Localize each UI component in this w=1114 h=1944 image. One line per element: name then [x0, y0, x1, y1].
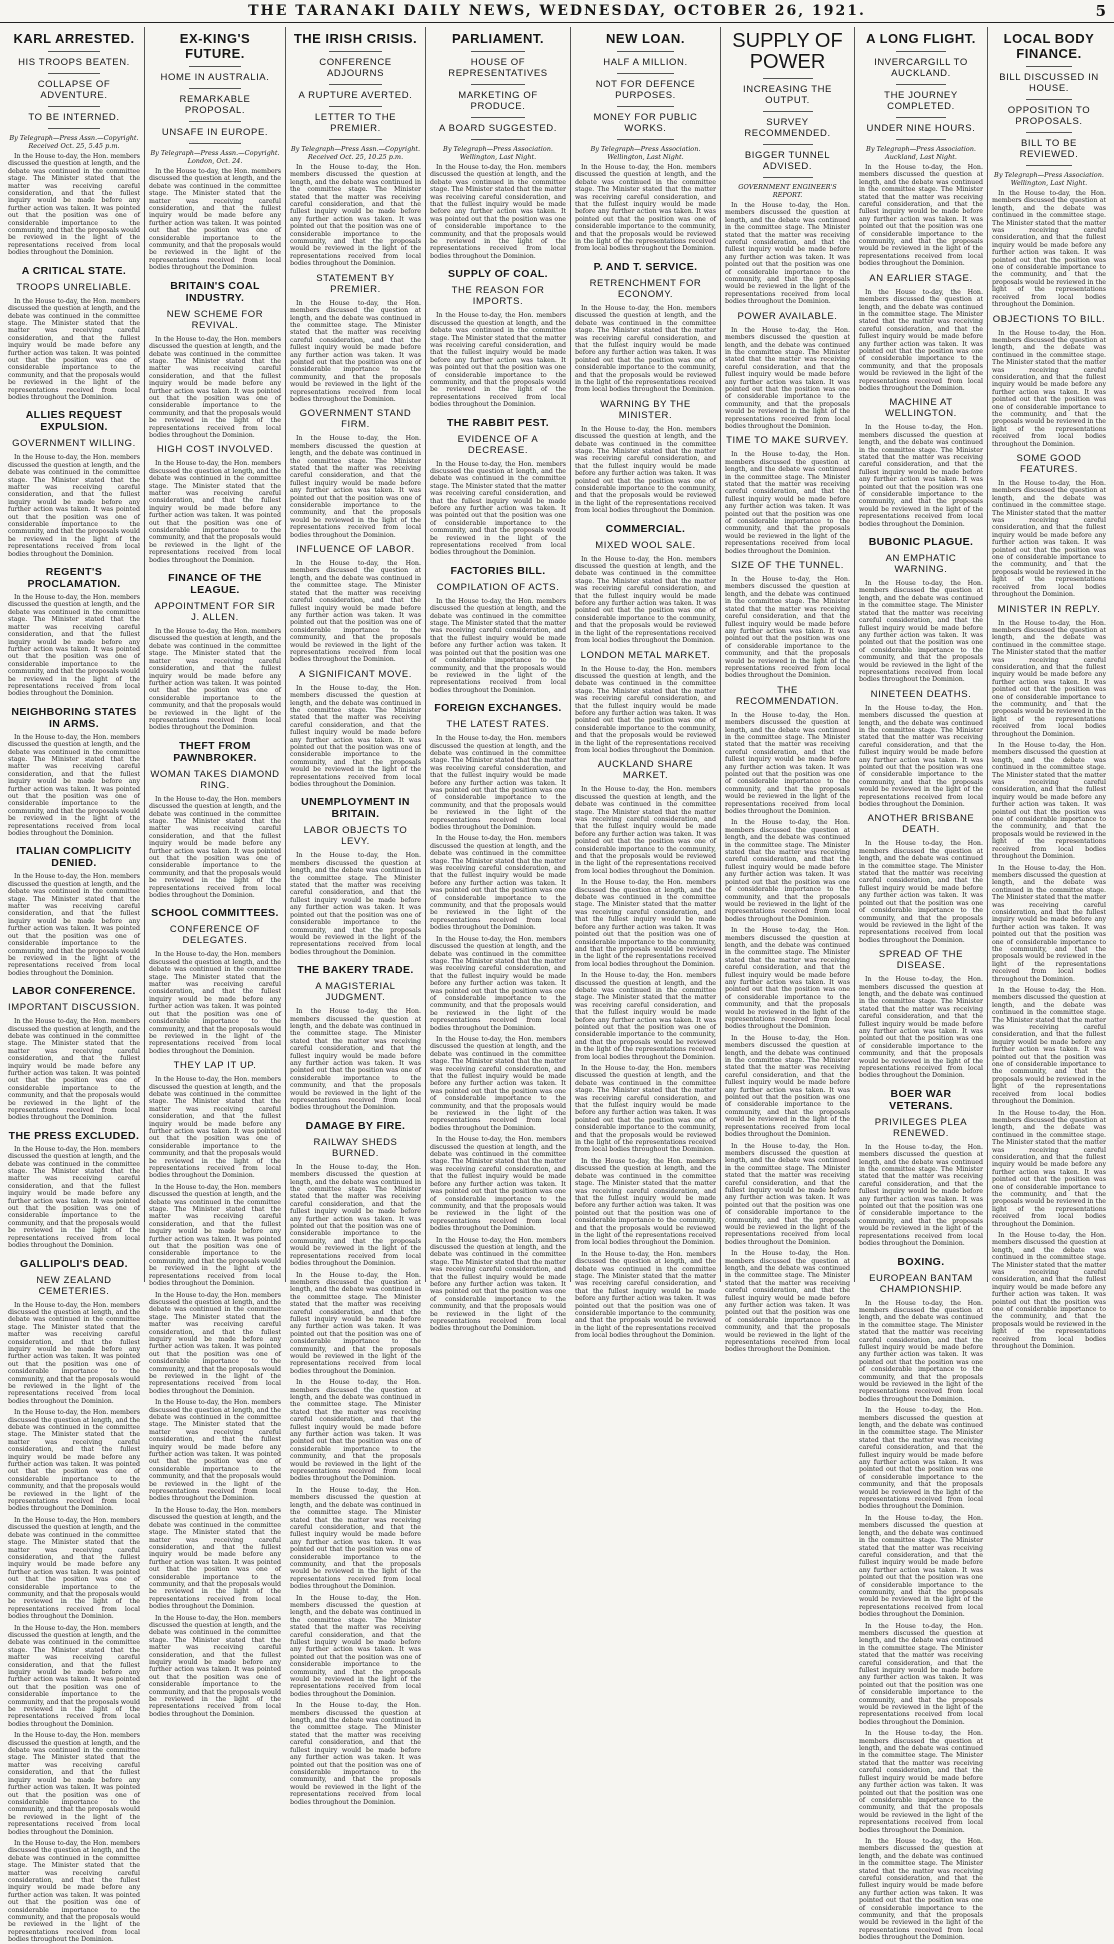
byline: By Telegraph—Press Association. Wellington, Last Night. — [590, 145, 701, 161]
article-body: In the House to-day, the Hon. members discussed the question at length, and the debate was continued in the committee stage. The Minister stated that the matter was receiving careful consideration, and that the fullest inquiry would be made before any further action was taken. It was pointed out that the position was one of considerable importance to the community, and that the proposals would be reviewed in the light of the representations received from local bodies throughout the Dominion. — [859, 580, 983, 684]
section-heading: BRITAIN'S COAL INDUSTRY. — [170, 279, 260, 304]
article-body: In the House to-day, the Hon. members discussed the question at length, and the debate was continued in the committee stage. The Minister stated that the matter was receiving careful consideration, and that the fullest inquiry would be made before any further action was taken. It was pointed out that the position was one of considerable importance to the community, and that the proposals would be reviewed in the light of the representations received from local bodies throughout the Dominion. — [430, 935, 566, 1032]
article-body: In the House to-day, the Hon. members discussed the question at length, and the debate was continued in the committee stage. The Minister stated that the matter was receiving careful consideration, and that the fullest inquiry would be made before any further action was taken. It was pointed out that the position was one of considerable importance to the community, and that the proposals would be reviewed in the light of the representations received from local bodies throughout the Dominion. — [725, 1034, 850, 1139]
article-body: In the House to-day, the Hon. members discussed the question at length, and the debate was continued in the committee stage. The Minister stated that the matter was receiving careful consideration, and that the fullest inquiry would be made before any further action was taken. It was pointed out that the position was one of considerable importance to the community, and that the proposals would be reviewed in the light of the representations received from local bodies throughout the Dominion. — [290, 164, 421, 268]
article-body: In the House to-day, the Hon. members discussed the question at length, and the debate was continued in the committee stage. The Minister stated that the matter was receiving careful consideration, and that the fullest inquiry would be made before any further action was taken. It was pointed out that the position was one of considerable importance to the community, and that the proposals would be reviewed in the light of the representations received from local bodies throughout the Dominion. — [575, 555, 716, 645]
deck-rule — [617, 106, 673, 107]
article-body: In the House to-day, the Hon. members discussed the question at length, and the debate was continued in the committee stage. The Minister stated that the matter was receiving careful consideration, and that the fullest inquiry would be made before any further action was taken. It was pointed out that the position was one of considerable importance to the community, and that the proposals would be reviewed in the light of the representations received from local bodies throughout the Dominion. — [992, 329, 1106, 448]
article-body: In the House to-day, the Hon. members discussed the question at length, and the debate was continued in the committee stage. The Minister stated that the matter was receiving careful consideration, and that the fullest inquiry would be made before any further action was taken. It was pointed out that the position was one of considerable importance to the community, and that the proposals would be reviewed in the light of the representations received from local bodies throughout the Dominion. — [290, 1163, 421, 1268]
article-body: In the House to-day, the Hon. members discussed the question at length, and the debate was continued in the committee stage. The Minister stated that the matter was receiving careful consideration, and that the fullest inquiry would be made before any further action was taken. It was pointed out that the position was one of considerable importance to the community, and that the proposals would be reviewed in the light of the representations received from local bodies throughout the Dominion. — [859, 1514, 983, 1619]
article-body: In the House to-day, the Hon. members discussed the question at length, and the debate was continued in the committee stage. The Minister stated that the matter was receiving careful consideration, and that the fullest inquiry would be made before any further action was taken. It was pointed out that the position was one of considerable importance to the community, and that the proposals would be reviewed in the light of the representations received from local bodies throughout the Dominion. — [8, 153, 140, 257]
article-body: In the House to-day, the Hon. members discussed the question at length, and the debate was continued in the committee stage. The Minister stated that the matter was receiving careful consideration, and that the fullest inquiry would be made before any further action was taken. It was pointed out that the position was one of considerable importance to the community, and that the proposals would be reviewed in the light of the representations received from local bodies throughout the Dominion. — [859, 976, 983, 1080]
column-headline: LOCAL BODY FINANCE. — [1003, 31, 1095, 61]
section-subhead: TIME TO MAKE SURVEY. — [726, 435, 849, 447]
article-body: In the House to-day, the Hon. members discussed the question at length, and the debate was continued in the committee stage. The Minister stated that the matter was receiving careful consideration, and that the fullest inquiry would be made before any further action was taken. It was pointed out that the position was one of considerable importance to the community, and that the proposals would be reviewed in the light of the representations received from local bodies throughout the Dominion. — [149, 460, 281, 564]
column-headline: SUPPLY OF POWER — [732, 30, 843, 73]
article-body: In the House to-day, the Hon. members discussed the question at length, and the debate was continued in the committee stage. The Minister stated that the matter was receiving careful consideration, and that the fullest inquiry would be made before any further action was taken. It was pointed out that the position was one of considerable importance to the community, and that the proposals would be reviewed in the light of the representations received from local bodies throughout the Dominion. — [859, 164, 983, 268]
byline: By Telegraph—Press Assn.—Copyright. Received Oct. 25, 5.45 p.m. — [9, 134, 139, 150]
deck-rule — [617, 139, 673, 140]
section-subhead: CONFERENCE OF DELEGATES. — [169, 924, 261, 947]
section-subhead: HIGH COST INVOLVED. — [156, 444, 274, 456]
section-heading: UNEMPLOYMENT IN BRITAIN. — [301, 796, 410, 821]
deck-subhead: UNDER NINE HOURS. — [866, 123, 976, 134]
deck-subhead: A BOARD SUGGESTED. — [439, 123, 557, 134]
column-headline: KARL ARRESTED. — [13, 31, 135, 46]
article-body: In the House to-day, the Hon. members discussed the question at length, and the debate was continued in the committee stage. The Minister stated that the matter was receiving careful consideration, and that the fullest inquiry would be made before any further action was taken. It was pointed out that the position was one of considerable importance to the community, and that the proposals would be reviewed in the light of the representations received from local bodies throughout the Dominion. — [290, 1594, 421, 1698]
article-body: In the House to-day, the Hon. members discussed the question at length, and the debate was continued in the committee stage. The Minister stated that the matter was receiving careful consideration, and that the fullest inquiry would be made before any further action was taken. It was pointed out that the position was one of considerable importance to the community, and that the proposals would be reviewed in the light of the representations received from local bodies throughout the Dominion. — [575, 304, 716, 394]
section-heading: COMMERCIAL. — [605, 522, 686, 535]
deck-subhead: TO BE INTERNED. — [28, 112, 120, 123]
deck-subhead: COLLAPSE OF ADVENTURE. — [37, 79, 111, 101]
section-heading: FOREIGN EXCHANGES. — [434, 702, 562, 715]
deck-rule — [189, 121, 242, 122]
article-body: In the House to-day, the Hon. members discussed the question at length, and the debate was continued in the committee stage. The Minister stated that the matter was receiving careful consideration, and that the fullest inquiry would be made before any further action was taken. It was pointed out that the position was one of considerable importance to the community, and that the proposals would be reviewed in the light of the representations received from local bodies throughout the Dominion. — [290, 1008, 421, 1112]
deck-rule — [763, 111, 813, 112]
column-2 — [145, 27, 286, 1718]
section-subhead: AN EMPHATIC WARNING. — [885, 553, 957, 576]
deck-rule — [329, 106, 381, 107]
article-body: In the House to-day, the Hon. members discussed the question at length, and the debate was continued in the committee stage. The Minister stated that the matter was receiving careful consideration, and that the fullest inquiry would be made before any further action was taken. It was pointed out that the position was one of considerable importance to the community, and that the proposals would be reviewed in the light of the representations received from local bodies throughout the Dominion. — [290, 684, 421, 789]
section-subhead: INFLUENCE OF LABOR. — [296, 544, 415, 556]
section-subhead: COMPILATION OF ACTS. — [436, 581, 560, 593]
article-body: In the House to-day, the Hon. members discussed the question at length, and the debate was continued in the committee stage. The Minister stated that the matter was receiving careful consideration, and that the fullest inquiry would be made before any further action was taken. It was pointed out that the position was one of considerable importance to the community, and that the proposals would be reviewed in the light of the representations received from local bodies throughout the Dominion. — [290, 1271, 421, 1375]
article-body: In the House to-day, the Hon. members discussed the question at length, and the debate was continued in the committee stage. The Minister stated that the matter was receiving careful consideration, and that the fullest inquiry would be made before any further action was taken. It was pointed out that the position was one of considerable importance to the community, and that the proposals would be reviewed in the light of the representations received from local bodies throughout the Dominion. — [859, 1730, 983, 1834]
deck-subhead: UNSAFE IN EUROPE. — [161, 127, 269, 138]
section-subhead: GOVERNMENT STAND FIRM. — [299, 408, 412, 431]
section-subhead: SPREAD OF THE DISEASE. — [878, 949, 964, 972]
section-subhead: EUROPEAN BANTAM CHAMPIONSHIP. — [869, 1272, 973, 1295]
section-subhead: EVIDENCE OF A DECREASE. — [457, 433, 539, 456]
article-body: In the House to-day, the Hon. members discussed the question at length, and the debate was continued in the committee stage. The Minister stated that the matter was receiving careful consideration, and that the fullest inquiry would be made before any further action was taken. It was pointed out that the position was one of considerable importance to the community, and that the proposals would be reviewed in the light of the representations received from local bodies throughout the Dominion. — [725, 202, 850, 306]
column-1 — [4, 27, 145, 1944]
section-subhead: NEW SCHEME FOR REVIVAL. — [166, 308, 264, 331]
article-body: In the House to-day, the Hon. members discussed the question at length, and the debate was continued in the committee stage. The Minister stated that the matter was receiving careful consideration, and that the fullest inquiry would be made before any further action was taken. It was pointed out that the position was one of considerable importance to the community, and that the proposals would be reviewed in the light of the representations received from local bodies throughout the Dominion. — [992, 864, 1106, 983]
deck-subhead: HIS TROOPS BEATEN. — [18, 57, 130, 68]
article-body: In the House to-day, the Hon. members discussed the question at length, and the debate was continued in the committee stage. The Minister stated that the matter was receiving careful consideration, and that the fullest inquiry would be made before any further action was taken. It was pointed out that the position was one of considerable importance to the community, and that the proposals would be reviewed in the light of the representations received from local bodies throughout the Dominion. — [430, 1035, 566, 1132]
article-body: In the House to-day, the Hon. members discussed the question at length, and the debate was continued in the committee stage. The Minister stated that the matter was receiving careful consideration, and that the fullest inquiry would be made before any further action was taken. It was pointed out that the position was one of considerable importance to the community, and that the proposals would be reviewed in the light of the representations received from local bodies throughout the Dominion. — [290, 1379, 421, 1483]
article-body: In the House to-day, the Hon. members discussed the question at length, and the debate was continued in the committee stage. The Minister stated that the matter was receiving careful consideration, and that the fullest inquiry would be made before any further action was taken. It was pointed out that the position was one of considerable importance to the community, and that the proposals would be reviewed in the light of the representations received from local bodies throughout the Dominion. — [149, 795, 281, 900]
article-body: In the House to-day, the Hon. members discussed the question at length, and the debate was continued in the committee stage. The Minister stated that the matter was receiving careful consideration, and that the fullest inquiry would be made before any further action was taken. It was pointed out that the position was one of considerable importance to the community, and that the proposals would be reviewed in the light of the representations received from local bodies throughout the Dominion. — [8, 733, 140, 838]
section-subhead: POWER AVAILABLE. — [737, 310, 838, 322]
deck-subhead: OPPOSITION TO PROPOSALS. — [1007, 105, 1091, 127]
article-body: In the House to-day, the Hon. members discussed the question at length, and the debate was continued in the committee stage. The Minister stated that the matter was receiving careful consideration, and that the fullest inquiry would be made before any further action was taken. It was pointed out that the position was one of considerable importance to the community, and that the proposals would be reviewed in the light of the representations received from local bodies throughout the Dominion. — [859, 1299, 983, 1403]
deck-rule — [471, 117, 525, 118]
section-heading: FINANCE OF THE LEAGUE. — [168, 572, 262, 597]
byline: By Telegraph—Press Association. Wellington, Last Night. — [443, 145, 553, 161]
article-body: In the House to-day, the Hon. members discussed the question at length, and the debate was continued in the committee stage. The Minister stated that the matter was receiving careful consideration, and that the fullest inquiry would be made before any further action was taken. It was pointed out that the position was one of considerable importance to the community, and that the proposals would be reviewed in the light of the representations received from local bodies throughout the Dominion. — [430, 1136, 566, 1233]
article-body: In the House to-day, the Hon. members discussed the question at length, and the debate was continued in the committee stage. The Minister stated that the matter was receiving careful consideration, and that the fullest inquiry would be made before any further action was taken. It was pointed out that the position was one of considerable importance to the community, and that the proposals would be reviewed in the light of the representations received from local bodies throughout the Dominion. — [290, 560, 421, 664]
section-heading: FACTORIES BILL. — [450, 564, 546, 577]
article-body: In the House to-day, the Hon. members discussed the question at length, and the debate was continued in the committee stage. The Minister stated that the matter was receiving careful consideration, and that the fullest inquiry would be made before any further action was taken. It was pointed out that the position was one of considerable importance to the community, and that the proposals would be reviewed in the light of the representations received from local bodies throughout the Dominion. — [725, 1142, 850, 1246]
section-subhead: MINISTER IN REPLY. — [997, 603, 1101, 615]
article-body: In the House to-day, the Hon. members discussed the question at length, and the debate was continued in the committee stage. The Minister stated that the matter was receiving careful consideration, and that the fullest inquiry would be made before any further action was taken. It was pointed out that the position was one of considerable importance to the community, and that the proposals would be reviewed in the light of the representations received from local bodies throughout the Dominion. — [575, 1065, 716, 1154]
deck-rule — [763, 144, 813, 145]
deck-subhead: INVERCARGILL TO AUCKLAND. — [874, 57, 968, 79]
section-heading: THEFT FROM PAWNBROKER. — [173, 739, 257, 764]
article-body: In the House to-day, the Hon. members discussed the question at length, and the debate was continued in the committee stage. The Minister stated that the matter was receiving careful consideration, and that the fullest inquiry would be made before any further action was taken. It was pointed out that the position was one of considerable importance to the community, and that the proposals would be reviewed in the light of the representations received from local bodies throughout the Dominion. — [8, 873, 140, 977]
section-heading: REGENT'S PROCLAMATION. — [27, 566, 121, 591]
article-body: In the House to-day, the Hon. members discussed the question at length, and the debate was continued in the committee stage. The Minister stated that the matter was receiving careful consideration, and that the fullest inquiry would be made before any further action was taken. It was pointed out that the position was one of considerable importance to the community, and that the proposals would be reviewed in the light of the representations received from local bodies throughout the Dominion. — [859, 1407, 983, 1511]
section-subhead: TROOPS UNRELIABLE. — [16, 281, 132, 293]
section-heading: A CRITICAL STATE. — [21, 264, 127, 277]
article-body: In the House to-day, the Hon. members discussed the question at length, and the debate was continued in the committee stage. The Minister stated that the matter was receiving careful consideration, and that the fullest inquiry would be made before any further action was taken. It was pointed out that the position was one of considerable importance to the community, and that the proposals would be reviewed in the light of the representations received from local bodies throughout the Dominion. — [8, 1732, 140, 1836]
section-heading: THE RABBIT PEST. — [446, 416, 550, 429]
section-heading: BOXING. — [897, 1255, 945, 1268]
byline: By Telegraph—Press Association. Wellington, Last Night. — [994, 171, 1104, 187]
deck-rule — [896, 51, 946, 52]
section-subhead: LONDON METAL MARKET. — [580, 649, 711, 661]
column-6 — [721, 27, 855, 1354]
column-headline: NEW LOAN. — [606, 31, 685, 46]
article-body: In the House to-day, the Hon. members discussed the question at length, and the debate was continued in the committee stage. The Minister stated that the matter was receiving careful consideration, and that the fullest inquiry would be made before any further action was taken. It was pointed out that the position was one of considerable importance to the community, and that the proposals would be reviewed in the light of the representations received from local bodies throughout the Dominion. — [575, 164, 716, 253]
column-5 — [571, 27, 721, 1340]
deck-subhead: LETTER TO THE PREMIER. — [314, 112, 397, 134]
section-subhead: STATEMENT BY PREMIER. — [316, 272, 395, 295]
article-body: In the House to-day, the Hon. members discussed the question at length, and the debate was continued in the committee stage. The Minister stated that the matter was receiving careful consideration, and that the fullest inquiry would be made before any further action was taken. It was pointed out that the position was one of considerable importance to the community, and that the proposals would be reviewed in the light of the representations received from local bodies throughout the Dominion. — [992, 480, 1106, 599]
article-body: In the House to-day, the Hon. members discussed the question at length, and the debate was continued in the committee stage. The Minister stated that the matter was receiving careful consideration, and that the fullest inquiry would be made before any further action was taken. It was pointed out that the position was one of considerable importance to the community, and that the proposals would be reviewed in the light of the representations received from local bodies throughout the Dominion. — [149, 1183, 281, 1288]
deck-rule — [1026, 165, 1072, 166]
deck-rule — [48, 73, 101, 74]
article-body: In the House to-day, the Hon. members discussed the question at length, and the debate was continued in the committee stage. The Minister stated that the matter was receiving careful consideration, and that the fullest inquiry would be made before any further action was taken. It was pointed out that the position was one of considerable importance to the community, and that the proposals would be reviewed in the light of the representations received from local bodies throughout the Dominion. — [992, 987, 1106, 1106]
section-subhead: SOME GOOD FEATURES. — [1016, 453, 1082, 475]
section-subhead: WOMAN TAKES DIAMOND RING. — [150, 768, 280, 791]
article-body: In the House to-day, the Hon. members discussed the question at length, and the debate was continued in the committee stage. The Minister stated that the matter was receiving careful consideration, and that the fullest inquiry would be made before any further action was taken. It was pointed out that the position was one of considerable importance to the community, and that the proposals would be reviewed in the light of the representations received from local bodies throughout the Dominion. — [8, 454, 140, 558]
byline: By Telegraph—Press Association. Auckland, Last Night. — [866, 145, 976, 161]
section-heading: THE BAKERY TRADE. — [297, 964, 414, 977]
section-subhead: ANOTHER BRISBANE DEATH. — [867, 813, 975, 836]
deck-subhead: BILL DISCUSSED IN HOUSE. — [999, 72, 1099, 94]
section-heading: THE PRESS EXCLUDED. — [8, 1129, 140, 1142]
article-body: In the House to-day, the Hon. members discussed the question at length, and the debate was continued in the committee stage. The Minister stated that the matter was receiving careful consideration, and that the fullest inquiry would be made before any further action was taken. It was pointed out that the position was one of considerable importance to the community, and that the proposals would be reviewed in the light of the representations received from local bodies throughout the Dominion. — [149, 1399, 281, 1503]
deck-rule — [896, 117, 946, 118]
section-heading: DAMAGE BY FIRE. — [305, 1119, 406, 1132]
deck-rule — [763, 177, 813, 178]
column-headline: PARLIAMENT. — [452, 31, 544, 46]
article-body: In the House to-day, the Hon. members discussed the question at length, and the debate was continued in the committee stage. The Minister stated that the matter was receiving careful consideration, and that the fullest inquiry would be made before any further action was taken. It was pointed out that the position was one of considerable importance to the community, and that the proposals would be reviewed in the light of the representations received from local bodies throughout the Dominion. — [430, 164, 566, 260]
section-subhead: THE RECOMMENDATION. — [735, 684, 840, 707]
article-body: In the House to-day, the Hon. members discussed the question at length, and the debate was continued in the committee stage. The Minister stated that the matter was receiving careful consideration, and that the fullest inquiry would be made before any further action was taken. It was pointed out that the position was one of considerable importance to the community, and that the proposals would be reviewed in the light of the representations received from local bodies throughout the Dominion. — [8, 1516, 140, 1621]
section-heading: SCHOOL COMMITTEES. — [151, 907, 279, 920]
column-4 — [426, 27, 571, 1333]
deck-rule — [471, 51, 525, 52]
deck-rule — [1026, 66, 1072, 67]
section-heading: LABOR CONFERENCE. — [12, 985, 136, 998]
deck-subhead: MONEY FOR PUBLIC WORKS. — [593, 112, 698, 134]
article-body: In the House to-day, the Hon. members discussed the question at length, and the debate was continued in the committee stage. The Minister stated that the matter was receiving careful consideration, and that the fullest inquiry would be made before any further action was taken. It was pointed out that the position was one of considerable importance to the community, and that the proposals would be reviewed in the light of the representations received from local bodies throughout the Dominion. — [8, 1145, 140, 1250]
article-body: In the House to-day, the Hon. members discussed the question at length, and the debate was continued in the committee stage. The Minister stated that the matter was receiving careful consideration, and that the fullest inquiry would be made before any further action was taken. It was pointed out that the position was one of considerable importance to the community, and that the proposals would be reviewed in the light of the representations received from local bodies throughout the Dominion. — [725, 576, 850, 680]
newspaper-columns — [4, 27, 1110, 1944]
deck-rule — [48, 106, 101, 107]
byline: By Telegraph—Press Assn.—Copyright. London, Oct. 24. — [150, 149, 280, 165]
column-8 — [988, 27, 1110, 1351]
section-subhead: AN EARLIER STAGE. — [869, 272, 973, 284]
article-body: In the House to-day, the Hon. members discussed the question at length, and the debate was continued in the committee stage. The Minister stated that the matter was receiving careful consideration, and that the fullest inquiry would be made before any further action was taken. It was pointed out that the position was one of considerable importance to the community, and that the proposals would be reviewed in the light of the representations received from local bodies throughout the Dominion. — [149, 168, 281, 272]
article-body: In the House to-day, the Hon. members discussed the question at length, and the debate was continued in the committee stage. The Minister stated that the matter was receiving careful consideration, and that the fullest inquiry would be made before any further action was taken. It was pointed out that the position was one of considerable importance to the community, and that the proposals would be reviewed in the light of the representations received from local bodies throughout the Dominion. — [430, 597, 566, 694]
article-body: In the House to-day, the Hon. members discussed the question at length, and the debate was continued in the committee stage. The Minister stated that the matter was receiving careful consideration, and that the fullest inquiry would be made before any further action was taken. It was pointed out that the position was one of considerable importance to the community, and that the proposals would be reviewed in the light of the representations received from local bodies throughout the Dominion. — [8, 1839, 140, 1944]
deck-rule — [189, 66, 242, 67]
article-body: In the House to-day, the Hon. members discussed the question at length, and the debate was continued in the committee stage. The Minister stated that the matter was receiving careful consideration, and that the fullest inquiry would be made before any further action was taken. It was pointed out that the position was one of considerable importance to the community, and that the proposals would be reviewed in the light of the representations received from local bodies throughout the Dominion. — [290, 435, 421, 539]
article-body: In the House to-day, the Hon. members discussed the question at length, and the debate was continued in the committee stage. The Minister stated that the matter was receiving careful consideration, and that the fullest inquiry would be made before any further action was taken. It was pointed out that the position was one of considerable importance to the community, and that the proposals would be reviewed in the light of the representations received from local bodies throughout the Dominion. — [575, 1157, 716, 1247]
column-3 — [286, 27, 426, 1806]
article-body: In the House to-day, the Hon. members discussed the question at length, and the debate was continued in the committee stage. The Minister stated that the matter was receiving careful consideration, and that the fullest inquiry would be made before any further action was taken. It was pointed out that the position was one of considerable importance to the community, and that the proposals would be reviewed in the light of the representations received from local bodies throughout the Dominion. — [290, 1486, 421, 1591]
section-subhead: RETRENCHMENT FOR ECONOMY. — [589, 277, 702, 300]
section-subhead: MACHINE AT WELLINGTON. — [885, 397, 957, 420]
section-subhead: NEW ZEALAND CEMETERIES. — [36, 1274, 112, 1297]
article-body: In the House to-day, the Hon. members discussed the question at length, and the debate was continued in the committee stage. The Minister stated that the matter was receiving careful consideration, and that the fullest inquiry would be made before any further action was taken. It was pointed out that the position was one of considerable importance to the community, and that the proposals would be reviewed in the light of the representations received from local bodies throughout the Dominion. — [8, 1301, 140, 1405]
article-body: In the House to-day, the Hon. members discussed the question at length, and the debate was continued in the committee stage. The Minister stated that the matter was receiving careful consideration, and that the fullest inquiry would be made before any further action was taken. It was pointed out that the position was one of considerable importance to the community, and that the proposals would be reviewed in the light of the representations received from local bodies throughout the Dominion. — [290, 1702, 421, 1806]
article-body: In the House to-day, the Hon. members discussed the question at length, and the debate was continued in the committee stage. The Minister stated that the matter was receiving careful consideration, and that the fullest inquiry would be made before any further action was taken. It was pointed out that the position was one of considerable importance to the community, and that the proposals would be reviewed in the light of the representations received from local bodies throughout the Dominion. — [725, 927, 850, 1031]
deck-rule — [48, 128, 101, 129]
article-body: In the House to-day, the Hon. members discussed the question at length, and the debate was continued in the committee stage. The Minister stated that the matter was receiving careful consideration, and that the fullest inquiry would be made before any further action was taken. It was pointed out that the position was one of considerable importance to the community, and that the proposals would be reviewed in the light of the representations received from local bodies throughout the Dominion. — [149, 1076, 281, 1180]
deck-rule — [763, 78, 813, 79]
article-body: In the House to-day, the Hon. members discussed the question at length, and the debate was continued in the committee stage. The Minister stated that the matter was receiving careful consideration, and that the fullest inquiry would be made before any further action was taken. It was pointed out that the position was one of considerable importance to the community, and that the proposals would be reviewed in the light of the representations received from local bodies throughout the Dominion. — [8, 1018, 140, 1122]
article-body: In the House to-day, the Hon. members discussed the question at length, and the debate was continued in the committee stage. The Minister stated that the matter was receiving careful consideration, and that the fullest inquiry would be made before any further action was taken. It was pointed out that the position was one of considerable importance to the community, and that the proposals would be reviewed in the light of the representations received from local bodies throughout the Dominion. — [149, 1614, 281, 1718]
section-subhead: MIXED WOOL SALE. — [595, 539, 696, 551]
article-body: In the House to-day, the Hon. members discussed the question at length, and the debate was continued in the committee stage. The Minister stated that the matter was receiving careful consideration, and that the fullest inquiry would be made before any further action was taken. It was pointed out that the position was one of considerable importance to the community, and that the proposals would be reviewed in the light of the representations received from local bodies throughout the Dominion. — [149, 335, 281, 439]
deck-rule — [471, 139, 525, 140]
article-body: In the House to-day, the Hon. members discussed the question at length, and the debate was continued in the committee stage. The Minister stated that the matter was receiving careful consideration, and that the fullest inquiry would be made before any further action was taken. It was pointed out that the position was one of considerable importance to the community, and that the proposals would be reviewed in the light of the representations received from local bodies throughout the Dominion. — [430, 735, 566, 831]
deck-subhead: MARKETING OF PRODUCE. — [458, 90, 538, 112]
article-body: In the House to-day, the Hon. members discussed the question at length, and the debate was continued in the committee stage. The Minister stated that the matter was receiving careful consideration, and that the fullest inquiry would be made before any further action was taken. It was pointed out that the position was one of considerable importance to the community, and that the proposals would be reviewed in the light of the representations received from local bodies throughout the Dominion. — [8, 1409, 140, 1513]
deck-subhead: BILL TO BE REVIEWED. — [1019, 138, 1079, 160]
article-body: In the House to-day, the Hon. members discussed the question at length, and the debate was continued in the committee stage. The Minister stated that the matter was receiving careful consideration, and that the fullest inquiry would be made before any further action was taken. It was pointed out that the position was one of considerable importance to the community, and that the proposals would be reviewed in the light of the representations received from local bodies throughout the Dominion. — [575, 786, 716, 875]
section-heading: SUPPLY OF COAL. — [448, 268, 548, 281]
deck-rule — [896, 139, 946, 140]
article-body: In the House to-day, the Hon. members discussed the question at length, and the debate was continued in the committee stage. The Minister stated that the matter was receiving careful consideration, and that the fullest inquiry would be made before any further action was taken. It was pointed out that the position was one of considerable importance to the community, and that the proposals would be reviewed in the light of the representations received from local bodies throughout the Dominion. — [859, 704, 983, 809]
article-body: In the House to-day, the Hon. members discussed the question at length, and the debate was continued in the committee stage. The Minister stated that the matter was receiving careful consideration, and that the fullest inquiry would be made before any further action was taken. It was pointed out that the position was one of considerable importance to the community, and that the proposals would be reviewed in the light of the representations received from local bodies throughout the Dominion. — [8, 297, 140, 401]
section-subhead: OBJECTIONS TO BILL. — [992, 313, 1106, 325]
section-subhead: THE REASON FOR IMPORTS. — [451, 285, 545, 308]
section-subhead: WARNING BY THE MINISTER. — [600, 398, 691, 421]
article-body: In the House to-day, the Hon. members discussed the question at length, and the debate was continued in the committee stage. The Minister stated that the matter was receiving careful consideration, and that the fullest inquiry would be made before any further action was taken. It was pointed out that the position was one of considerable importance to the community, and that the proposals would be reviewed in the light of the representations received from local bodies throughout the Dominion. — [575, 879, 716, 968]
deck-rule — [329, 51, 381, 52]
section-heading: ALLIES REQUEST EXPULSION. — [25, 409, 123, 434]
deck-rule — [329, 139, 381, 140]
article-body: In the House to-day, the Hon. members discussed the question at length, and the debate was continued in the committee stage. The Minister stated that the matter was receiving careful consideration, and that the fullest inquiry would be made before any further action was taken. It was pointed out that the position was one of considerable importance to the community, and that the proposals would be reviewed in the light of the representations received from local bodies throughout the Dominion. — [725, 451, 850, 555]
deck-rule — [1026, 99, 1072, 100]
section-heading: NEIGHBORING STATES IN ARMS. — [11, 705, 137, 730]
deck-rule — [48, 51, 101, 52]
deck-rule — [617, 73, 673, 74]
deck-subhead: SURVEY RECOMMENDED. — [744, 117, 831, 139]
section-subhead: AUCKLAND SHARE MARKET. — [597, 759, 694, 782]
article-body: In the House to-day, the Hon. members discussed the question at length, and the debate was continued in the committee stage. The Minister stated that the matter was receiving careful consideration, and that the fullest inquiry would be made before any further action was taken. It was pointed out that the position was one of considerable importance to the community, and that the proposals would be reviewed in the light of the representations received from local bodies throughout the Dominion. — [725, 1250, 850, 1354]
deck-subhead: CONFERENCE ADJOURNS — [319, 57, 392, 79]
column-headline: THE IRISH CRISIS. — [293, 31, 418, 46]
deck-subhead: NOT FOR DEFENCE PURPOSES. — [595, 79, 696, 101]
section-subhead: NINETEEN DEATHS. — [870, 688, 972, 700]
section-heading: BOER WAR VETERANS. — [889, 1087, 953, 1112]
article-body: In the House to-day, the Hon. members discussed the question at length, and the debate was continued in the committee stage. The Minister stated that the matter was receiving careful consideration, and that the fullest inquiry would be made before any further action was taken. It was pointed out that the position was one of considerable importance to the community, and that the proposals would be reviewed in the light of the representations received from local bodies throughout the Dominion. — [992, 742, 1106, 861]
article-body: In the House to-day, the Hon. members discussed the question at length, and the debate was continued in the committee stage. The Minister stated that the matter was receiving careful consideration, and that the fullest inquiry would be made before any further action was taken. It was pointed out that the position was one of considerable importance to the community, and that the proposals would be reviewed in the light of the representations received from local bodies throughout the Dominion. — [992, 619, 1106, 738]
article-body: In the House to-day, the Hon. members discussed the question at length, and the debate was continued in the committee stage. The Minister stated that the matter was receiving careful consideration, and that the fullest inquiry would be made before any further action was taken. It was pointed out that the position was one of considerable importance to the community, and that the proposals would be reviewed in the light of the representations received from local bodies throughout the Dominion. — [575, 1250, 716, 1340]
section-subhead: IMPORTANT DISCUSSION. — [8, 1002, 140, 1014]
article-body: In the House to-day, the Hon. members discussed the question at length, and the debate was continued in the committee stage. The Minister stated that the matter was receiving careful consideration, and that the fullest inquiry would be made before any further action was taken. It was pointed out that the position was one of considerable importance to the community, and that the proposals would be reviewed in the light of the representations received from local bodies throughout the Dominion. — [859, 1622, 983, 1726]
deck-rule — [189, 143, 242, 144]
article-body: In the House to-day, the Hon. members discussed the question at length, and the debate was continued in the committee stage. The Minister stated that the matter was receiving careful consideration, and that the fullest inquiry would be made before any further action was taken. It was pointed out that the position was one of considerable importance to the community, and that the proposals would be reviewed in the light of the representations received from local bodies throughout the Dominion. — [992, 190, 1106, 309]
deck-rule — [189, 88, 242, 89]
section-subhead: THEY LAP IT UP. — [173, 1060, 257, 1072]
deck-subhead: THE JOURNEY COMPLETED. — [884, 90, 958, 112]
section-heading: ITALIAN COMPLICITY DENIED. — [16, 845, 132, 870]
article-body: In the House to-day, the Hon. members discussed the question at length, and the debate was continued in the committee stage. The Minister stated that the matter was receiving careful consideration, and that the fullest inquiry would be made before any further action was taken. It was pointed out that the position was one of considerable importance to the community, and that the proposals would be reviewed in the light of the representations received from local bodies throughout the Dominion. — [149, 951, 281, 1055]
article-body: In the House to-day, the Hon. members discussed the question at length, and the debate was continued in the committee stage. The Minister stated that the matter was receiving careful consideration, and that the fullest inquiry would be made before any further action was taken. It was pointed out that the position was one of considerable importance to the community, and that the proposals would be reviewed in the light of the representations received from local bodies throughout the Dominion. — [992, 1109, 1106, 1228]
page-number: 5 — [1095, 2, 1106, 20]
section-heading: GALLIPOLI'S DEAD. — [20, 1257, 128, 1270]
deck-rule — [471, 84, 525, 85]
section-subhead: APPOINTMENT FOR SIR J. ALLEN. — [154, 601, 276, 624]
deck-subhead: HOUSE OF REPRESENTATIVES — [448, 57, 548, 79]
article-body: In the House to-day, the Hon. members discussed the question at length, and the debate was continued in the committee stage. The Minister stated that the matter was receiving careful consideration, and that the fullest inquiry would be made before any further action was taken. It was pointed out that the position was one of considerable importance to the community, and that the proposals would be reviewed in the light of the representations received from local bodies throughout the Dominion. — [725, 326, 850, 430]
article-body: In the House to-day, the Hon. members discussed the question at length, and the debate was continued in the committee stage. The Minister stated that the matter was receiving careful consideration, and that the fullest inquiry would be made before any further action was taken. It was pointed out that the position was one of considerable importance to the community, and that the proposals would be reviewed in the light of the representations received from local bodies throughout the Dominion. — [8, 1624, 140, 1728]
article-body: In the House to-day, the Hon. members discussed the question at length, and the debate was continued in the committee stage. The Minister stated that the matter was receiving careful consideration, and that the fullest inquiry would be made before any further action was taken. It was pointed out that the position was one of considerable importance to the community, and that the proposals would be reviewed in the light of the representations received from local bodies throughout the Dominion. — [430, 460, 566, 557]
section-heading: P. AND T. SERVICE. — [593, 260, 698, 273]
deck-subhead: HALF A MILLION. — [603, 57, 688, 68]
deck-subhead: REMARKABLE PROPOSAL. — [179, 94, 251, 116]
newspaper-title: THE TARANAKI DAILY NEWS, WEDNESDAY, OCTOBER 26, 1921. — [248, 3, 866, 19]
article-body: In the House to-day, the Hon. members discussed the question at length, and the debate was continued in the committee stage. The Minister stated that the matter was receiving careful consideration, and that the fullest inquiry would be made before any further action was taken. It was pointed out that the position was one of considerable importance to the community, and that the proposals would be reviewed in the light of the representations received from local bodies throughout the Dominion. — [290, 299, 421, 403]
section-subhead: SIZE OF THE TUNNEL. — [731, 560, 844, 572]
article-body: In the House to-day, the Hon. members discussed the question at length, and the debate was continued in the committee stage. The Minister stated that the matter was receiving careful consideration, and that the fullest inquiry would be made before any further action was taken. It was pointed out that the position was one of considerable importance to the community, and that the proposals would be reviewed in the light of the representations received from local bodies throughout the Dominion. — [149, 628, 281, 732]
section-subhead: A MAGISTERIAL JUDGMENT. — [315, 981, 396, 1004]
section-heading: BUBONIC PLAGUE. — [868, 536, 974, 549]
deck-subhead: INCREASING THE OUTPUT. — [743, 84, 832, 106]
article-body: In the House to-day, the Hon. members discussed the question at length, and the debate was continued in the committee stage. The Minister stated that the matter was receiving careful consideration, and that the fullest inquiry would be made before any further action was taken. It was pointed out that the position was one of considerable importance to the community, and that the proposals would be reviewed in the light of the representations received from local bodies throughout the Dominion. — [992, 1232, 1106, 1351]
article-body: In the House to-day, the Hon. members discussed the question at length, and the debate was continued in the committee stage. The Minister stated that the matter was receiving careful consideration, and that the fullest inquiry would be made before any further action was taken. It was pointed out that the position was one of considerable importance to the community, and that the proposals would be reviewed in the light of the representations received from local bodies throughout the Dominion. — [859, 1143, 983, 1248]
section-subhead: RAILWAY SHEDS BURNED. — [313, 1136, 398, 1159]
masthead — [0, 0, 1114, 23]
section-subhead: A SIGNIFICANT MOVE. — [298, 668, 413, 680]
deck-rule — [896, 84, 946, 85]
byline: By Telegraph—Press Assn.—Copyright. Received Oct. 25, 10.25 p.m. — [290, 145, 421, 161]
article-body: In the House to-day, the Hon. members discussed the question at length, and the debate was continued in the committee stage. The Minister stated that the matter was receiving careful consideration, and that the fullest inquiry would be made before any further action was taken. It was pointed out that the position was one of considerable importance to the community, and that the proposals would be reviewed in the light of the representations received from local bodies throughout the Dominion. — [575, 425, 716, 515]
deck-rule — [1026, 132, 1072, 133]
article-body: In the House to-day, the Hon. members discussed the question at length, and the debate was continued in the committee stage. The Minister stated that the matter was receiving careful consideration, and that the fullest inquiry would be made before any further action was taken. It was pointed out that the position was one of considerable importance to the community, and that the proposals would be reviewed in the light of the representations received from local bodies throughout the Dominion. — [725, 711, 850, 816]
article-body: In the House to-day, the Hon. members discussed the question at length, and the debate was continued in the committee stage. The Minister stated that the matter was receiving careful consideration, and that the fullest inquiry would be made before any further action was taken. It was pointed out that the position was one of considerable importance to the community, and that the proposals would be reviewed in the light of the representations received from local bodies throughout the Dominion. — [725, 819, 850, 923]
deck-rule — [329, 84, 381, 85]
article-body: In the House to-day, the Hon. members discussed the question at length, and the debate was continued in the committee stage. The Minister stated that the matter was receiving careful consideration, and that the fullest inquiry would be made before any further action was taken. It was pointed out that the position was one of considerable importance to the community, and that the proposals would be reviewed in the light of the representations received from local bodies throughout the Dominion. — [575, 972, 716, 1061]
article-body: In the House to-day, the Hon. members discussed the question at length, and the debate was continued in the committee stage. The Minister stated that the matter was receiving careful consideration, and that the fullest inquiry would be made before any further action was taken. It was pointed out that the position was one of considerable importance to the community, and that the proposals would be reviewed in the light of the representations received from local bodies throughout the Dominion. — [575, 665, 716, 754]
byline: GOVERNMENT ENGINEER'S REPORT. — [738, 183, 837, 199]
column-headline: A LONG FLIGHT. — [866, 31, 976, 46]
deck-subhead: HOME IN AUSTRALIA. — [160, 72, 270, 83]
column-7 — [855, 27, 988, 1942]
deck-rule — [617, 51, 673, 52]
article-body: In the House to-day, the Hon. members discussed the question at length, and the debate was continued in the committee stage. The Minister stated that the matter was receiving careful consideration, and that the fullest inquiry would be made before any further action was taken. It was pointed out that the position was one of considerable importance to the community, and that the proposals would be reviewed in the light of the representations received from local bodies throughout the Dominion. — [859, 424, 983, 528]
deck-subhead: A RUPTURE AVERTED. — [298, 90, 413, 101]
article-body: In the House to-day, the Hon. members discussed the question at length, and the debate was continued in the committee stage. The Minister stated that the matter was receiving careful consideration, and that the fullest inquiry would be made before any further action was taken. It was pointed out that the position was one of considerable importance to the community, and that the proposals would be reviewed in the light of the representations received from local bodies throughout the Dominion. — [149, 1291, 281, 1395]
article-body: In the House to-day, the Hon. members discussed the question at length, and the debate was continued in the committee stage. The Minister stated that the matter was receiving careful consideration, and that the fullest inquiry would be made before any further action was taken. It was pointed out that the position was one of considerable importance to the community, and that the proposals would be reviewed in the light of the representations received from local bodies throughout the Dominion. — [8, 594, 140, 698]
article-body: In the House to-day, the Hon. members discussed the question at length, and the debate was continued in the committee stage. The Minister stated that the matter was receiving careful consideration, and that the fullest inquiry would be made before any further action was taken. It was pointed out that the position was one of considerable importance to the community, and that the proposals would be reviewed in the light of the representations received from local bodies throughout the Dominion. — [290, 852, 421, 956]
section-subhead: PRIVILEGES PLEA RENEWED. — [874, 1116, 968, 1139]
article-body: In the House to-day, the Hon. members discussed the question at length, and the debate was continued in the committee stage. The Minister stated that the matter was receiving careful consideration, and that the fullest inquiry would be made before any further action was taken. It was pointed out that the position was one of considerable importance to the community, and that the proposals would be reviewed in the light of the representations received from local bodies throughout the Dominion. — [859, 840, 983, 944]
article-body: In the House to-day, the Hon. members discussed the question at length, and the debate was continued in the committee stage. The Minister stated that the matter was receiving careful consideration, and that the fullest inquiry would be made before any further action was taken. It was pointed out that the position was one of considerable importance to the community, and that the proposals would be reviewed in the light of the representations received from local bodies throughout the Dominion. — [149, 1506, 281, 1611]
article-body: In the House to-day, the Hon. members discussed the question at length, and the debate was continued in the committee stage. The Minister stated that the matter was receiving careful consideration, and that the fullest inquiry would be made before any further action was taken. It was pointed out that the position was one of considerable importance to the community, and that the proposals would be reviewed in the light of the representations received from local bodies throughout the Dominion. — [430, 835, 566, 932]
article-body: In the House to-day, the Hon. members discussed the question at length, and the debate was continued in the committee stage. The Minister stated that the matter was receiving careful consideration, and that the fullest inquiry would be made before any further action was taken. It was pointed out that the position was one of considerable importance to the community, and that the proposals would be reviewed in the light of the representations received from local bodies throughout the Dominion. — [859, 1837, 983, 1942]
deck-subhead: BIGGER TUNNEL ADVISED. — [744, 150, 831, 172]
section-subhead: GOVERNMENT WILLING. — [12, 438, 136, 450]
article-body: In the House to-day, the Hon. members discussed the question at length, and the debate was continued in the committee stage. The Minister stated that the matter was receiving careful consideration, and that the fullest inquiry would be made before any further action was taken. It was pointed out that the position was one of considerable importance to the community, and that the proposals would be reviewed in the light of the representations received from local bodies throughout the Dominion. — [430, 1236, 566, 1333]
section-subhead: LABOR OBJECTS TO LEVY. — [303, 825, 408, 848]
article-body: In the House to-day, the Hon. members discussed the question at length, and the debate was continued in the committee stage. The Minister stated that the matter was receiving careful consideration, and that the fullest inquiry would be made before any further action was taken. It was pointed out that the position was one of considerable importance to the community, and that the proposals would be reviewed in the light of the representations received from local bodies throughout the Dominion. — [430, 312, 566, 409]
column-headline: EX-KING'S FUTURE. — [179, 31, 251, 61]
section-subhead: THE LATEST RATES. — [446, 719, 550, 731]
article-body: In the House to-day, the Hon. members discussed the question at length, and the debate was continued in the committee stage. The Minister stated that the matter was receiving careful consideration, and that the fullest inquiry would be made before any further action was taken. It was pointed out that the position was one of considerable importance to the community, and that the proposals would be reviewed in the light of the representations received from local bodies throughout the Dominion. — [859, 288, 983, 392]
